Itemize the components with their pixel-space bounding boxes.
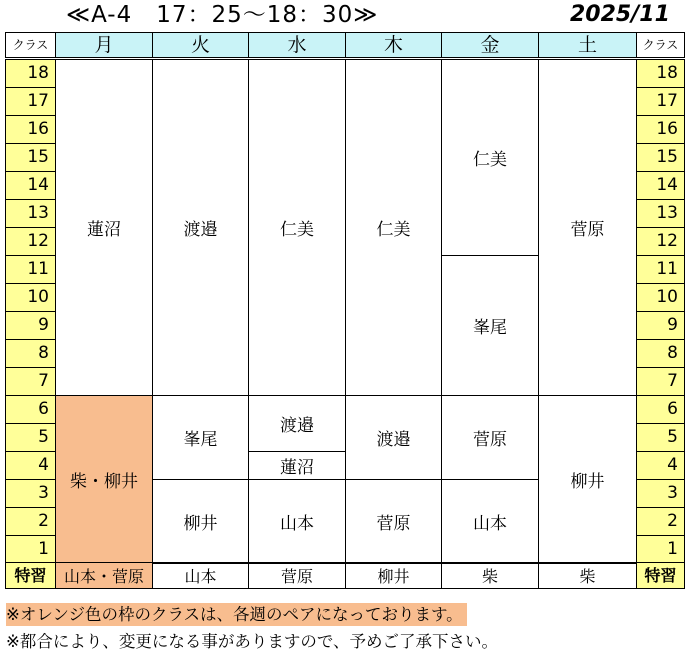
class-cell: 菅原 [345,479,442,564]
level-number-left: 7 [5,367,56,396]
level-number-left: 8 [5,339,56,368]
level-number-left: 1 [5,535,56,564]
class-cell: 峯尾 [441,255,539,396]
level-number-right: 14 [636,171,685,200]
level-number-left: 10 [5,283,56,312]
page-title: ≪A-4 17：25〜18：30≫ [66,2,379,28]
level-number-left: 15 [5,143,56,172]
level-number-right: 17 [636,87,685,116]
level-number-right: 15 [636,143,685,172]
class-header-right: クラス [636,32,685,58]
special-class-cell: 山本 [152,562,249,589]
level-number-left: 14 [5,171,56,200]
level-number-right: 11 [636,255,685,284]
class-cell: 仁美 [248,59,346,396]
note-schedule-change: ※都合により、変更になる事がありますので、予めご了承下さい。 [6,632,498,651]
level-number-left: 16 [5,115,56,144]
class-cell: 柳井 [538,395,637,564]
level-number-right: 2 [636,507,685,536]
class-cell: 山本 [441,479,539,564]
class-cell: 峯尾 [152,395,249,480]
level-number-right: 13 [636,199,685,228]
class-cell: 菅原 [441,395,539,480]
day-header: 月 [55,32,153,58]
class-cell: 菅原 [538,59,637,396]
level-number-left: 3 [5,479,56,508]
day-header: 火 [152,32,249,58]
level-number-right: 4 [636,451,685,480]
level-number-left: 13 [5,199,56,228]
level-number-left: 11 [5,255,56,284]
class-cell: 仁美 [441,59,539,256]
special-class-cell: 柴 [441,562,539,589]
special-label-right: 特習 [636,562,685,589]
special-label-left: 特習 [5,562,56,589]
level-number-right: 8 [636,339,685,368]
class-cell: 仁美 [345,59,442,396]
level-number-right: 7 [636,367,685,396]
class-cell: 柴・柳井 [55,395,153,564]
day-header: 水 [248,32,346,58]
level-number-left: 12 [5,227,56,256]
class-cell: 柳井 [152,479,249,564]
day-header: 木 [345,32,442,58]
class-cell: 蓮沼 [248,451,346,480]
level-number-right: 12 [636,227,685,256]
level-number-left: 2 [5,507,56,536]
special-class-cell: 菅原 [248,562,346,589]
level-number-left: 9 [5,311,56,340]
level-number-right: 6 [636,395,685,424]
special-class-cell: 山本・菅原 [55,562,153,589]
level-number-left: 6 [5,395,56,424]
special-class-cell: 柴 [538,562,637,589]
day-header: 金 [441,32,539,58]
class-cell: 渡邉 [248,395,346,452]
level-number-right: 18 [636,59,685,88]
class-cell: 渡邉 [345,395,442,480]
level-number-right: 10 [636,283,685,312]
class-header-left: クラス [5,32,56,58]
year-month: 2025/11 [570,2,670,27]
level-number-left: 4 [5,451,56,480]
level-number-right: 16 [636,115,685,144]
level-number-right: 3 [636,479,685,508]
note-pair-classes: ※オレンジ色の枠のクラスは、各週のペアになっております。 [6,603,467,626]
level-number-left: 5 [5,423,56,452]
level-number-right: 9 [636,311,685,340]
special-class-cell: 柳井 [345,562,442,589]
class-cell: 山本 [248,479,346,564]
class-cell: 渡邉 [152,59,249,396]
level-number-left: 18 [5,59,56,88]
level-number-right: 5 [636,423,685,452]
day-header: 土 [538,32,637,58]
class-cell: 蓮沼 [55,59,153,396]
level-number-right: 1 [636,535,685,564]
level-number-left: 17 [5,87,56,116]
